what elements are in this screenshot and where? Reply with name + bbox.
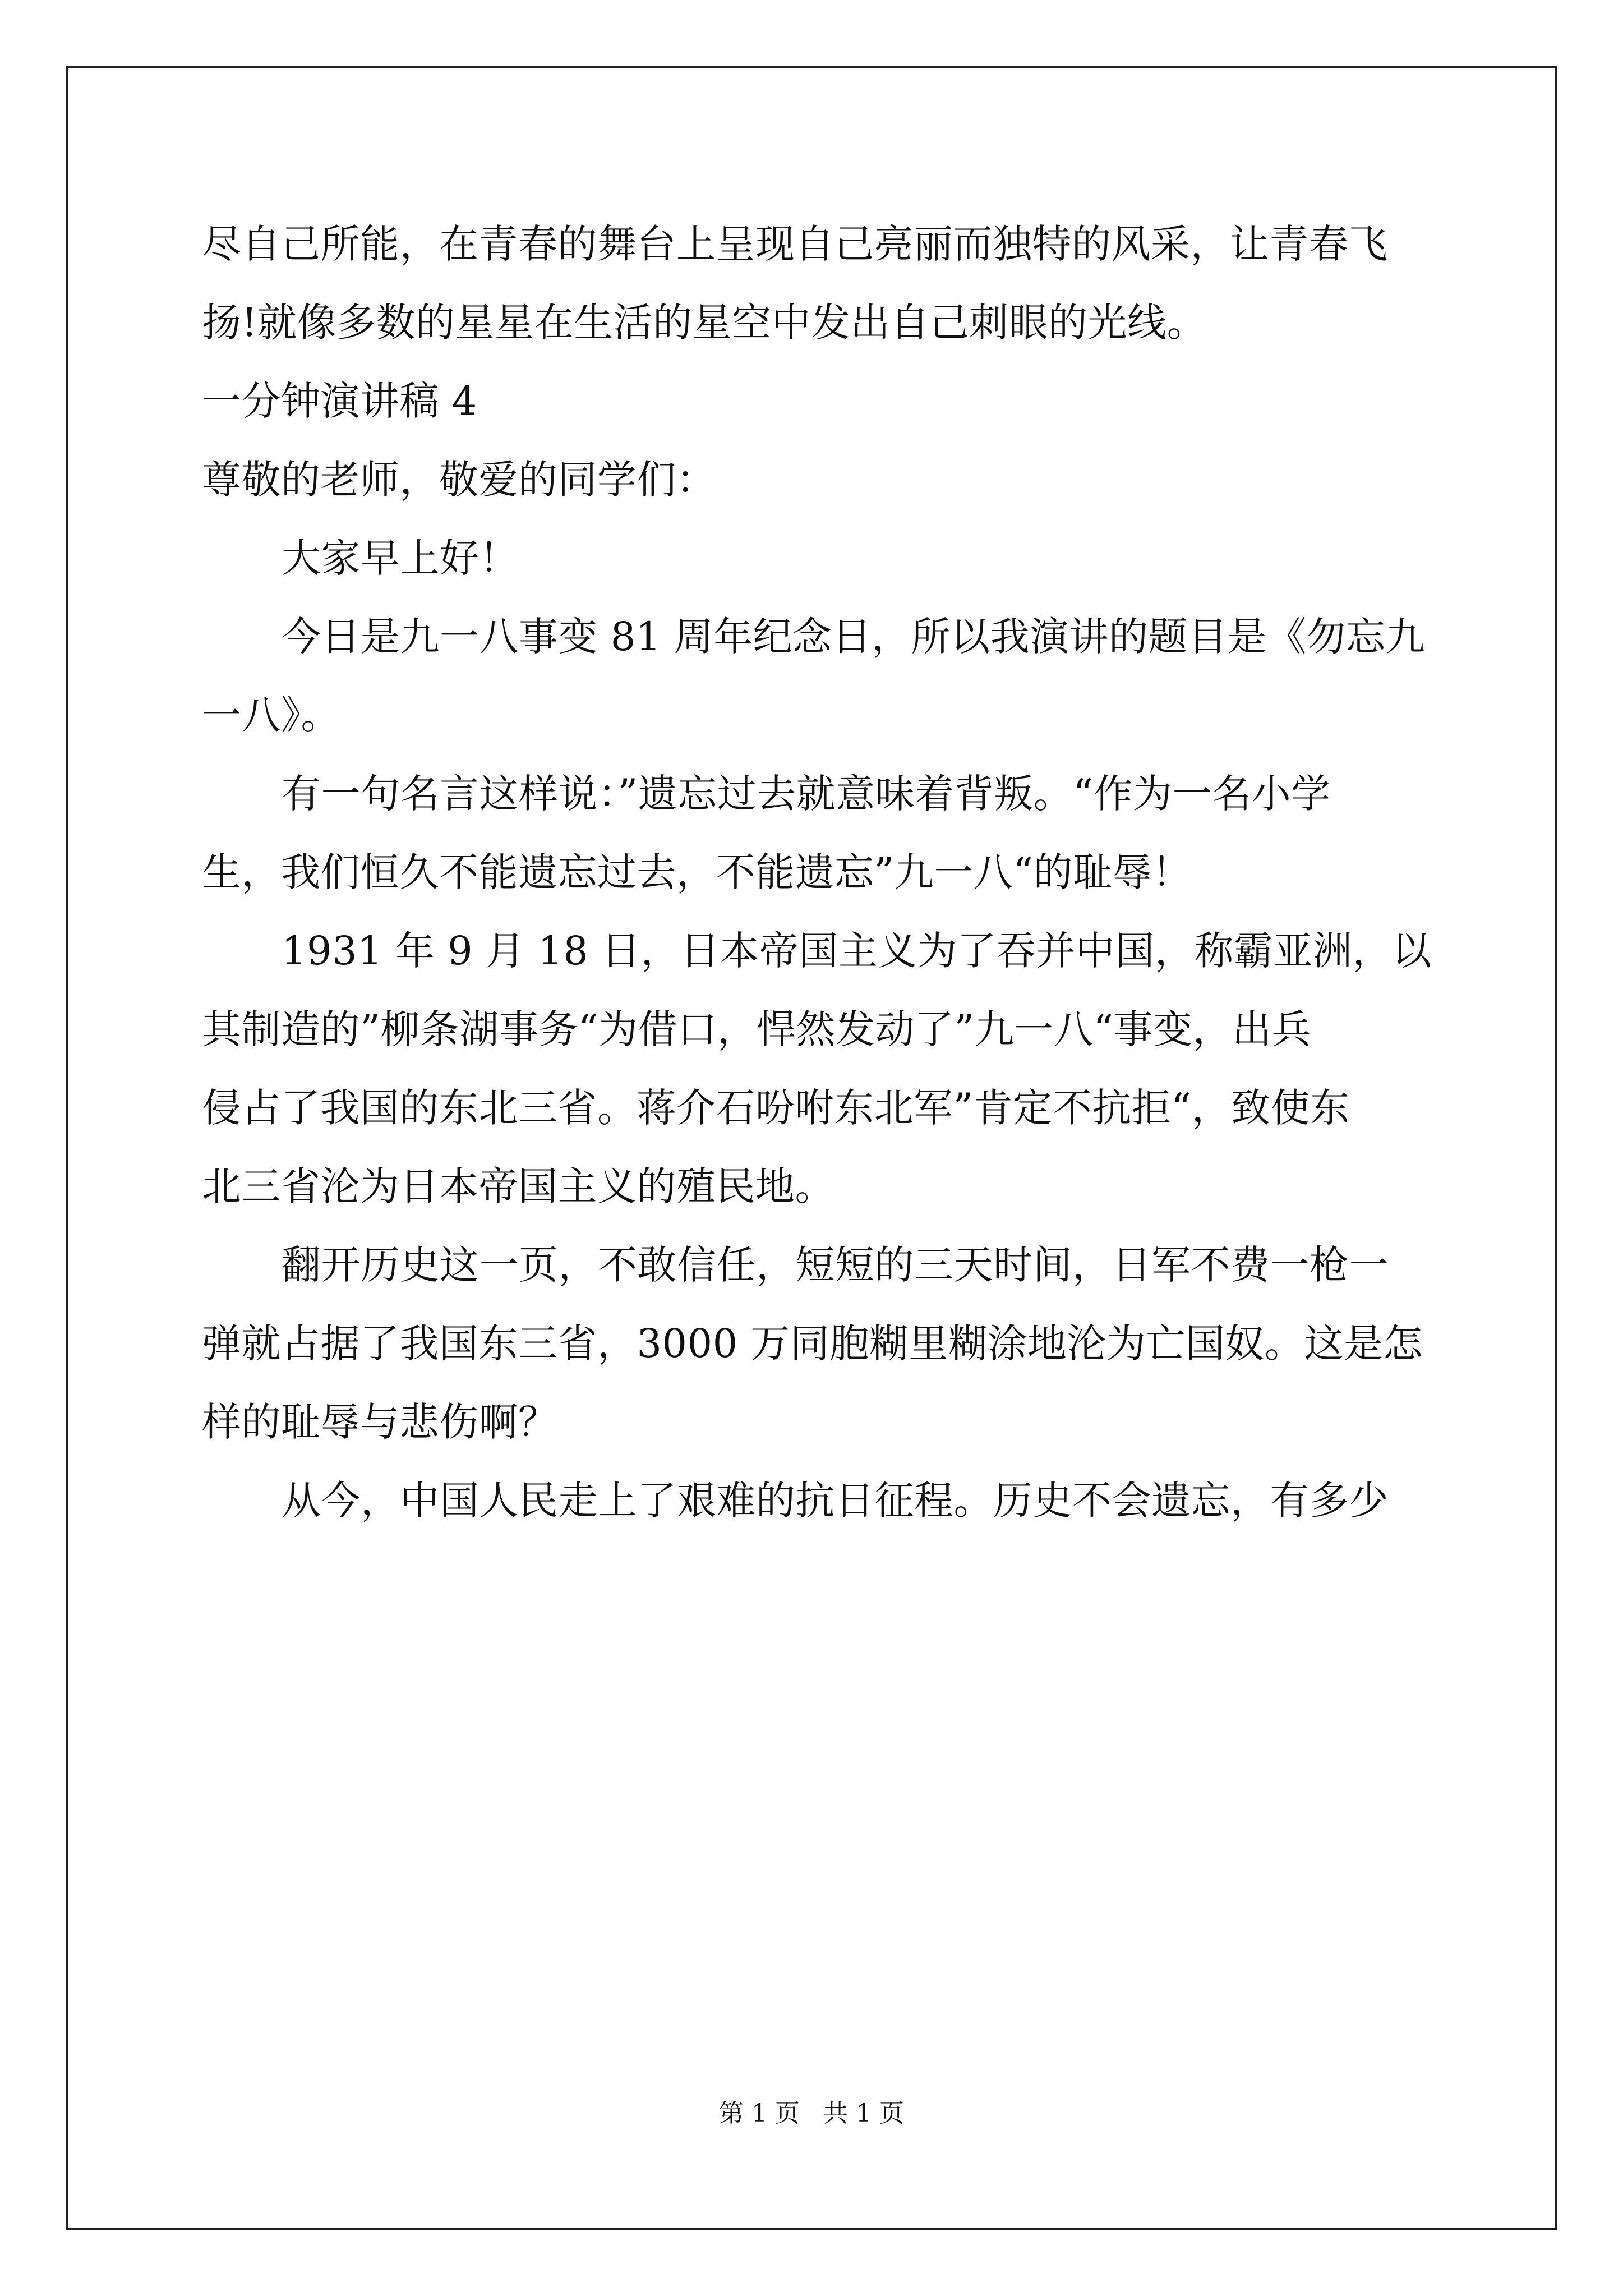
page-footer [0, 2098, 1623, 2129]
greeting: 大家早上好！ [282, 535, 519, 581]
section-heading: 一分钟演讲稿 4 [202, 378, 477, 424]
text-line-14: 翻开历史这一页，不敢信任，短短的三天时间，日军不费一枪一 [282, 1242, 1389, 1288]
text-line-12: 侵占了我国的东北三省。蒋介石吩咐东北军”肯定不抗拒“，致使东 [202, 1085, 1350, 1131]
text-line-2: 扬!就像多数的星星在生活的星空中发出自己刺眼的光线。 [202, 300, 1207, 346]
text-line-10: 1931 年 9 月 18 日，日本帝国主义为了吞并中国，称霸亚洲，以 [282, 928, 1432, 974]
page-number-total: 共 1 页 [823, 2099, 904, 2128]
text-line-1: 尽自己所能，在青春的舞台上呈现自己亮丽而独特的风采，让青春飞 [202, 221, 1388, 267]
text-line-11: 其制造的”柳条湖事务“为借口，悍然发动了”九一八“事变，出兵 [202, 1006, 1312, 1052]
salutation: 尊敬的老师，敬爱的同学们： [202, 457, 716, 503]
text-line-9: 生，我们恒久不能遗忘过去，不能遗忘”九一八“的耻辱！ [202, 849, 1192, 895]
text-line-17: 从今，中国人民走上了艰难的抗日征程。历史不会遗忘，有多少 [282, 1478, 1389, 1524]
page-number-current: 第 1 页 [719, 2099, 800, 2128]
text-line-8: 有一句名言这样说：”遗忘过去就意味着背叛。“作为一名小学 [282, 771, 1331, 817]
text-line-15: 弹就占据了我国东三省，3000 万同胞糊里糊涂地沦为亡国奴。这是怎 [202, 1320, 1423, 1366]
text-line-13: 北三省沦为日本帝国主义的殖民地。 [202, 1163, 834, 1209]
text-line-6: 今日是九一八事变 81 周年纪念日，所以我演讲的题目是《勿忘九 [282, 614, 1426, 660]
text-line-16: 样的耻辱与悲伤啊？ [202, 1399, 558, 1445]
text-line-7: 一八》。 [202, 692, 340, 738]
